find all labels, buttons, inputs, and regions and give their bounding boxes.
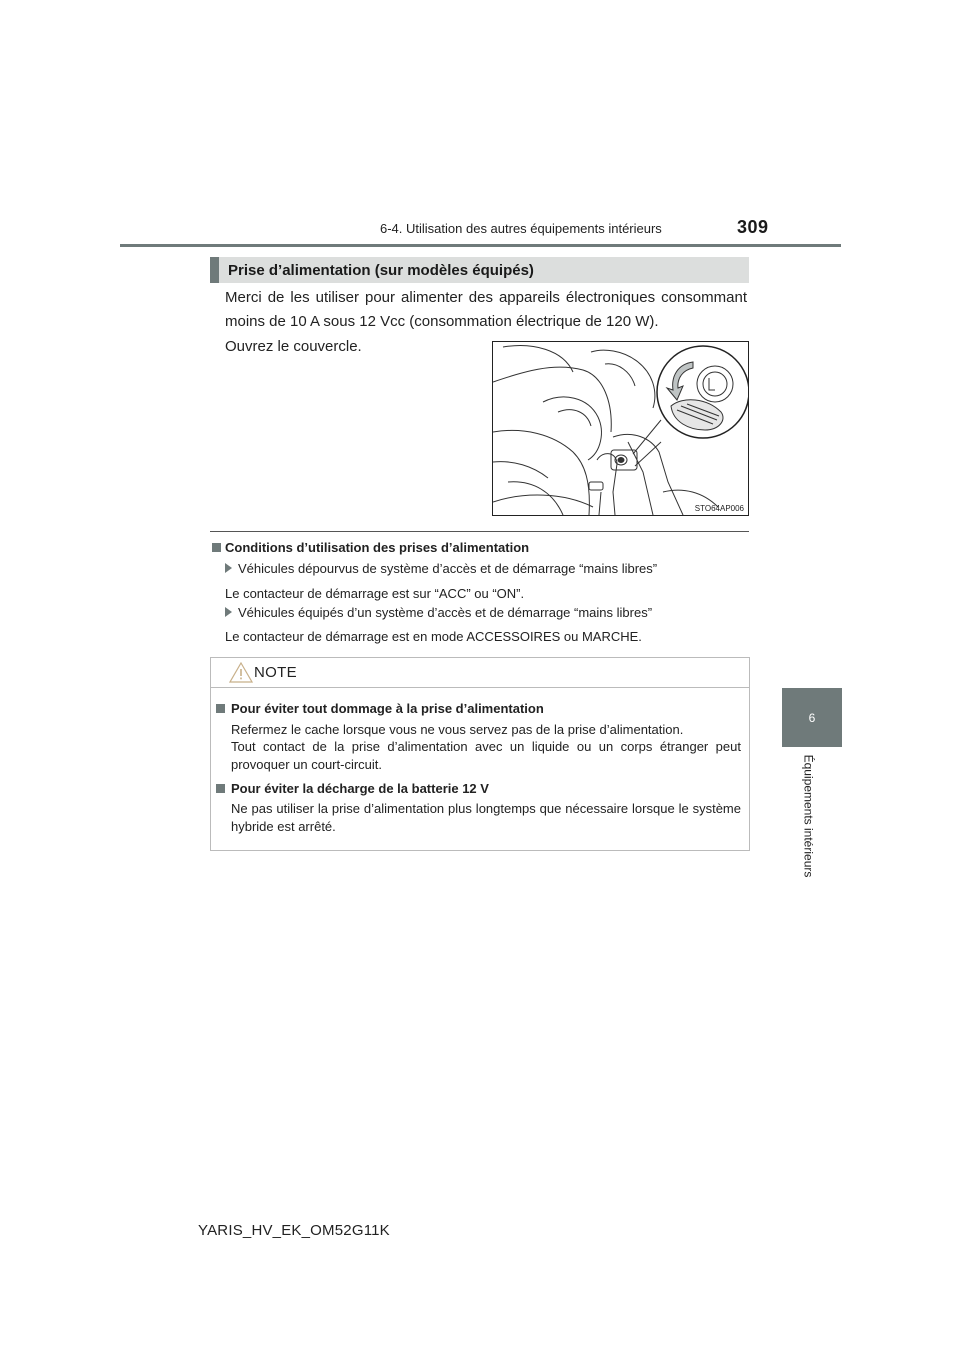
triangle-bullet-icon	[225, 563, 232, 573]
section-heading-bar	[210, 257, 219, 283]
section-heading-text: Prise d’alimentation (sur modèles équipés)	[228, 261, 534, 279]
manual-code: YARIS_HV_EK_OM52G11K	[198, 1222, 390, 1239]
step-text: Ouvrez le couvercle.	[225, 338, 362, 355]
chapter-title-vertical	[778, 740, 838, 892]
condition-detail-1: Le contacteur de démarrage est sur “ACC” ou “ON”.	[225, 586, 525, 601]
dashboard-drawing	[493, 342, 748, 515]
condition-detail-2: Le contacteur de démarrage est en mode ACCESSOIRES ou MARCHE.	[225, 629, 642, 644]
intro-paragraph: Merci de les utiliser pour alimenter des appareils électroniques consommant moins de 10 A sous 12 Vcc (consommation électrique de 120 W).	[225, 289, 747, 330]
warning-icon	[229, 662, 253, 683]
square-bullet-icon	[212, 543, 221, 552]
figure-code: STO64AP006	[694, 504, 744, 513]
section-divider	[210, 531, 749, 532]
note-header	[211, 658, 749, 688]
condition-case-2: Véhicules équipés d’un système d’accès et de démarrage “mains libres”	[225, 605, 652, 620]
note-item-text-1a: Refermez le cache lorsque vous ne vous servez pas de la prise d’alimentation.	[231, 722, 684, 737]
power-outlet-illustration	[492, 341, 749, 516]
chapter-title: Équipements intérieurs	[801, 754, 816, 878]
section-heading	[210, 257, 749, 283]
header-rule	[120, 244, 841, 247]
page-number: 309	[737, 217, 769, 237]
note-item-title-1: Pour éviter tout dommage à la prise d’alimentation	[231, 700, 544, 717]
square-bullet-icon	[216, 784, 225, 793]
chapter-tab	[782, 688, 842, 747]
conditions-title: Conditions d’utilisation des prises d’alimentation	[225, 540, 529, 555]
note-item-text-1b: Tout contact de la prise d’alimentation avec un liquide ou un corps étranger peut provoquer un court-circuit.	[231, 739, 741, 772]
note-item-text-2: Ne pas utiliser la prise d’alimentation plus longtemps que nécessaire lorsque le système hybride est arrêté.	[231, 801, 741, 834]
header-section-title: 6-4. Utilisation des autres équipements intérieurs	[380, 221, 662, 236]
square-bullet-icon	[216, 704, 225, 713]
chapter-number: 6	[808, 710, 816, 725]
triangle-bullet-icon	[225, 607, 232, 617]
condition-case-1: Véhicules dépourvus de système d’accès et de démarrage “mains libres”	[225, 561, 657, 576]
note-box	[210, 657, 750, 851]
note-item-title-2: Pour éviter la décharge de la batterie 12 V	[231, 780, 489, 797]
note-label: NOTE	[254, 664, 297, 681]
